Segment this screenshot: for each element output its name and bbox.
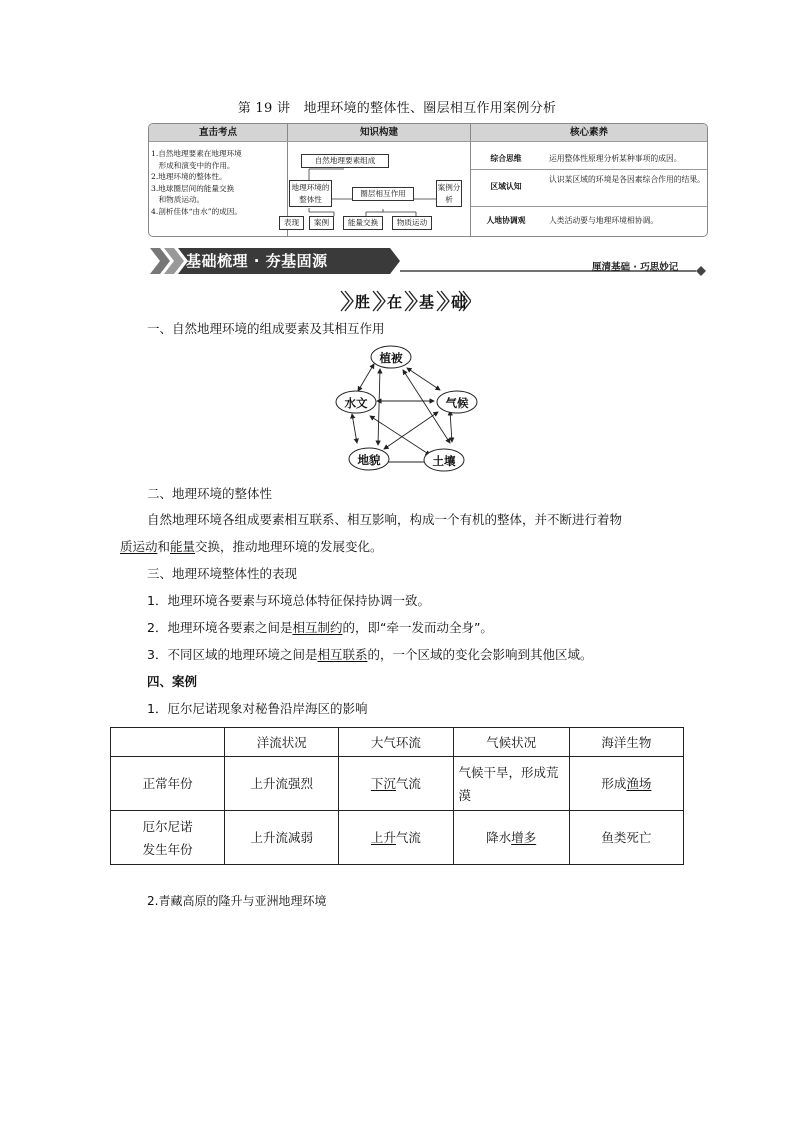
case-title: 1．厄尔尼诺现象对秘鲁沿岸海区的影响 [147,701,368,716]
text-fragment: 形成 [601,776,627,791]
table-header: 洋流状况 [225,728,339,757]
table-row [111,728,684,757]
section-heading: 四、案例 [147,674,198,689]
sub-banner-char: 胜 [355,293,371,311]
text-fragment: 和 [157,539,171,554]
header-literacy: 核心素养 [471,124,707,141]
literacy-text: 人类活动要与地理环境相协调。 [549,216,659,225]
sub-banner-char: 础 [451,293,467,311]
exam-point: 和物质运动。 [151,195,205,204]
key-term: 相互制约 [292,620,343,635]
knowledge-node-right: 案例分析 [436,180,462,207]
diagram-node-soil: 土壤 [432,454,456,468]
header-knowledge: 知识构建 [288,124,470,141]
text-fragment: 的，即“牵一发而动全身”。 [342,620,493,635]
key-term: 渔场 [626,776,652,791]
key-term: 下沉 [370,776,396,791]
table-header: 大气环流 [339,728,453,757]
table-header [111,728,225,757]
key-term: 能量 [170,539,196,554]
literacy-row [471,170,707,204]
table-row [111,757,684,811]
list-item [147,645,593,665]
knowledge-node-bottom: 表现 [279,216,304,230]
table-header: 气候状况 [453,728,569,757]
key-term: 上升 [370,830,396,845]
section-heading: 三、地理环境整体性的表现 [147,566,298,581]
literacy-label: 人地协调观 [486,216,526,225]
exam-point: 形成和演变中的作用。 [151,160,235,170]
section-heading: 一、自然地理环境的组成要素及其相互作用 [147,321,385,336]
diagram-node-climate: 气候 [445,396,469,410]
key-term: 质运动 [120,539,158,554]
diagram-node-vegetation: 植被 [379,351,403,365]
table-cell [569,757,683,811]
paragraph [120,537,383,557]
knowledge-node-top: 自然地理要素组成 [301,154,389,168]
table-row [111,811,684,865]
text-fragment: 降水 [486,830,512,845]
text-fragment: 的，一个区域的变化会影响到其他区域。 [367,647,593,662]
knowledge-node-middle: 圈层相互作用 [352,187,414,201]
overview-table [148,123,708,237]
text-fragment: 厄尔尼诺 [142,818,193,834]
literacy-text: 认识某区域的环境是各因素综合作用的结果。 [549,175,705,184]
table-cell [339,757,453,811]
text-fragment: 气流 [395,830,421,845]
section-heading: 二、地理环境的整体性 [147,486,273,501]
exam-point: 1.自然地理要素在地理环境 [151,149,242,158]
header-exam-points: 直击考点 [149,124,287,141]
exam-point: 4.剖析佳体“由水”的成因。 [151,206,242,216]
exam-point: 2.地理环境的整体性。 [151,172,227,181]
text-fragment: 3．不同区域的地理环境之间是 [147,647,318,662]
diagram-node-landform: 地貌 [357,453,381,467]
table-cell: 气候干旱，形成荒漠 [453,757,569,811]
list-item: 1．地理环境各要素与环境总体特征保持协调一致。 [147,593,430,608]
text-fragment: 交换，推动地理环境的发展变化。 [195,539,383,554]
diagram-node-hydrology: 水文 [344,396,368,410]
table-cell: 上升流强烈 [225,757,339,811]
elnino-case-table [110,727,684,865]
literacy-row [471,207,707,235]
text-fragment: 气流 [395,776,421,791]
knowledge-node-bottom: 案例 [309,216,334,230]
key-term: 相互联系 [317,647,368,662]
sub-banner-char: 基 [419,293,435,311]
table-cell: 上升流减弱 [225,811,339,865]
table-cell [111,811,225,865]
literacy-text: 运用整体性原理分析某种事项的成因。 [549,154,682,163]
page-title: 第 19 讲 地理环境的整体性、圈层相互作用案例分析 [237,101,557,116]
text-fragment: 发生年份 [142,841,193,857]
literacy-label: 综合思维 [490,154,522,163]
exam-points-list [151,148,271,217]
paragraph: 自然地理环境各组成要素相互联系、相互影响，构成一个有机的整体，并不断进行着物 [147,512,623,527]
knowledge-node-bottom: 物质运动 [392,216,432,230]
list-item [147,618,493,638]
knowledge-node-left: 地理环境的整体性 [289,180,332,207]
text-fragment: 2．地理环境各要素之间是 [147,620,293,635]
section-banner-title: 基础梳理 · 夯基固源 [186,252,328,270]
exam-point: 3.地球圈层间的能量交换 [151,183,235,193]
literacy-label: 区域认知 [490,182,522,191]
sub-banner-char: 在 [387,293,403,311]
table-cell [453,811,569,865]
literacy-row [471,149,707,169]
key-term: 增多 [511,830,537,845]
table-cell: 鱼类死亡 [569,811,683,865]
table-cell: 正常年份 [111,757,225,811]
table-header: 海洋生物 [569,728,683,757]
case-title: 2.青藏高原的隆升与亚洲地理环境 [147,894,327,908]
table-cell [339,811,453,865]
section-banner-subtitle: 厘清基础 · 巧思妙记 [592,262,679,273]
knowledge-node-bottom: 能量交换 [343,216,383,230]
